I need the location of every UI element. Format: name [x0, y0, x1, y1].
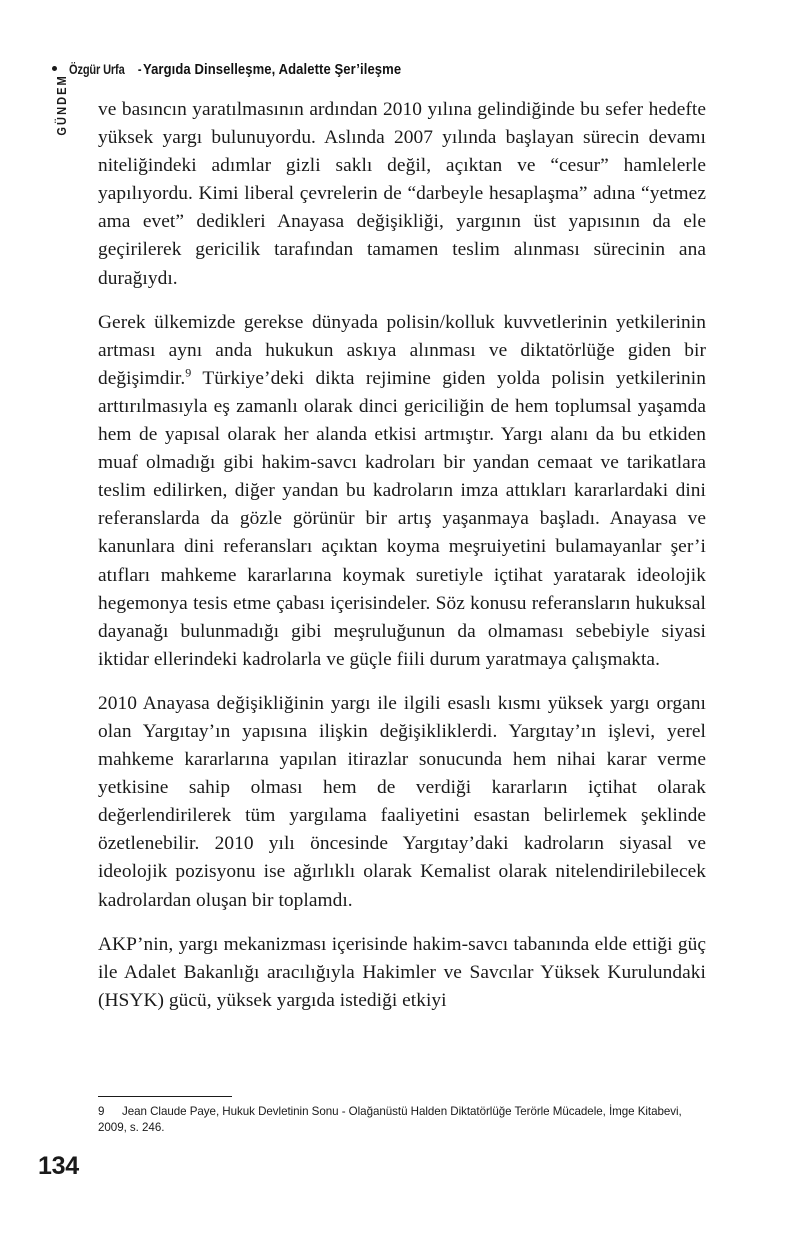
- paragraph-2-part-a: Gerek ülkemizde gerekse dünyada polisin/kolluk kuvvetlerinin yetkilerinin artması aynı anda hukukun askıya alınması ve diktatörlüğe giden bir değişimdir.: [98, 311, 706, 389]
- footnote-separator-rule: [98, 1096, 232, 1097]
- footnote-reference-9[interactable]: 9: [185, 365, 192, 380]
- running-head: [52, 62, 430, 78]
- paragraph-1: ve basıncın yaratılmasının ardından 2010 yılına gelindiğinde bu sefer hedefte yüksek yargı bulunuyordu. Aslında 2007 yılında başlayan sürecin devamı niteliğindeki adımlar gizli saklı değil, açıktan ve “cesur” hamlelerle yapılıyordu. Kimi liberal çevrelerin de “darbeyle hesaplaşma” adına “yetmez ama evet” dedikleri Anayasa değişikliği, yargının üst yapısının da ele geçirilerek gericilik tarafından tamamen teslim alınması sürecinin ana durağıydı.: [98, 99, 706, 289]
- paragraph-2-part-b: Türkiye’deki dikta rejimine giden yolda polisin yetkilerinin arttırılmasıyla eş zamanlı olarak dinci gericiliğin de hem toplumsal yaşamda hem de yapısal olarak her alanda etkisi artmıştır. Yargı alanı da bu etkiden muaf olmadığı gibi hakim-savcı kadroları bir yandan cemaat ve tarikatlara teslim edilirken, diğer yandan bu kadroların imza attıkları kararlardaki dini referanslarda da gözle görünür bir artış yaşanmaya başladı. Anayasa ve kanunlara dini referansları açıktan koyma meşruiyetini bulamayanlar şer’i atıfları mahkeme kararlarına koymak suretiyle içtihat yaratarak ideolojik hegemonya tesis etme çabası içerisindeler. Söz konusu referansların hukuksal dayanağı bulunmadığı gibi meşruluğunun da olmaması sebebiyle siyasi iktidar ellerindeki kadrolarla ve güçle fiili durum yaratmaya çalışmakta.: [98, 367, 706, 670]
- footnote-block: [98, 1096, 706, 1137]
- page-number: 134: [38, 1152, 79, 1180]
- running-head-author: Özgür Urfa: [69, 62, 125, 77]
- paragraph-2: [98, 309, 706, 674]
- running-head-title: Yargıda Dinselleşme, Adalette Şer’ileşme: [143, 62, 402, 78]
- paragraph-4: AKP’nin, yargı mekanizması içerisinde hakim-savcı tabanında elde ettiği güç ile Adalet Bakanlığı aracılığıyla Hakimler ve Savcılar Yüksek Kurulundaki (HSYK) gücü, yüksek yargıda istediği etkiyi: [98, 933, 706, 1011]
- footnote-number: 9: [98, 1105, 105, 1118]
- footnote-citation-text: Jean Claude Paye, Hukuk Devletinin Sonu - Olağanüstü Halden Diktatörlüğe Terörle Mücadele, İmge Kitabevi, 2009, s. 246.: [98, 1105, 682, 1135]
- running-head-separator: -: [137, 62, 142, 77]
- section-tab-label: GÜNDEM: [53, 74, 69, 136]
- body-text-column: [98, 96, 706, 1015]
- footnote-entry: [98, 1104, 706, 1137]
- paragraph-3: 2010 Anayasa değişikliğinin yargı ile ilgili esaslı kısmı yüksek yargı organı olan Yargıtay’ın yapısına ilişkin değişikliklerdi. Yargıtay’ın işlevi, yerel mahkeme kararlarına yapılan itirazlar sonucunda hem nihai karar verme yetkisine sahip olması hem de verdiği kararların içtihat olarak değerlendirilerek tüm yargılama faaliyetini esastan belirlemek şeklinde özetlenebilir. 2010 yılı öncesinde Yargıtay’daki kadroların siyasal ve ideolojik pozisyonu ise ağırlıklı olarak Kemalist olarak nitelendirilebilecek kadrolardan oluşan bir toplamdı.: [98, 692, 706, 911]
- section-tab: [52, 60, 70, 150]
